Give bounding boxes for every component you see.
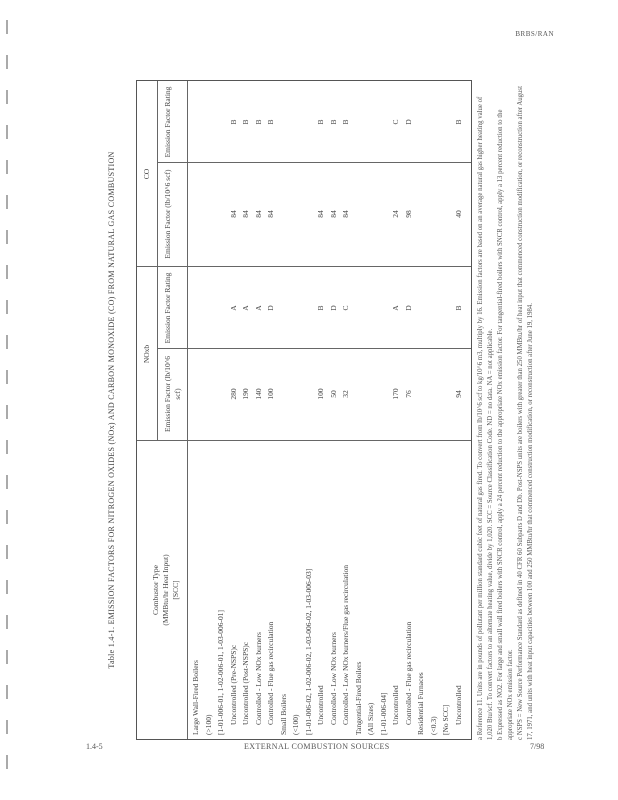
co-rating-cell: B bbox=[228, 119, 238, 125]
scan-edge-mark bbox=[6, 20, 8, 34]
nox-factor-cell: 100 bbox=[316, 388, 325, 400]
nox-rating-cell: D bbox=[328, 305, 338, 311]
combustor-label: (<100) bbox=[291, 714, 300, 735]
combustor-label: Tangential-Fired Boilers bbox=[353, 661, 363, 735]
co-rating-cell: B bbox=[316, 119, 325, 125]
header-co-rating: Emission Factor Rating bbox=[163, 86, 172, 158]
emission-factor-table bbox=[136, 80, 472, 740]
table-row bbox=[329, 79, 342, 739]
combustor-label: Controlled - Low NOx burners bbox=[328, 632, 338, 725]
combustor-label: [1-01-006-01, 1-02-006-01, 1-03-006-01] bbox=[216, 610, 225, 735]
table-row bbox=[191, 79, 204, 739]
combustor-label: [1-01-006-04] bbox=[378, 692, 388, 735]
co-rating-cell: B bbox=[328, 119, 338, 125]
table-row bbox=[366, 79, 379, 739]
footnote-a: a Reference 11. Units are in pounds of pollutant per million standard cubic feet of natural gas fired. To convert from lb/10^6 scf to kg/10^6 m3, multiply by 16. Emission factors are based on an average natural gas higher heating value of 1,020 Btu/scf. To convert factors to an alternate heating value, divide by 1,020. SCC = Source Classification Code. ND = no data. NA = not applicable. bbox=[477, 96, 494, 740]
co-rating-cell: D bbox=[403, 119, 413, 125]
co-rating-cell: C bbox=[391, 119, 400, 125]
table-row bbox=[304, 79, 317, 739]
scan-edge-mark bbox=[6, 510, 8, 524]
nox-rating-cell: A bbox=[241, 305, 250, 311]
header-nox-factor: Emission Factor (lb/10^6 scf) bbox=[163, 356, 182, 433]
header-co-factor: Emission Factor (lb/10^6 scf) bbox=[163, 169, 172, 259]
document-id: BRBS/RAN bbox=[515, 30, 554, 38]
combustor-label: Large Wall-Fired Boilers bbox=[191, 660, 200, 735]
scan-edge-mark bbox=[6, 300, 8, 314]
nox-rating-cell: C bbox=[341, 305, 350, 311]
combustor-label: Residential Furnaces bbox=[416, 672, 425, 735]
page-number: 1.4-5 bbox=[86, 742, 103, 751]
header-combustor: Combustor Type (MMBtu/hr Heat Input) [SCC] bbox=[151, 554, 180, 626]
nox-factor-cell: 190 bbox=[241, 388, 250, 400]
combustor-label: Controlled - Low NOx burners/Flue gas recirculation bbox=[341, 565, 350, 725]
combustor-label: (>100) bbox=[203, 714, 213, 735]
co-rating-cell: B bbox=[241, 119, 250, 125]
table-row bbox=[279, 79, 292, 739]
co-factor-cell: 84 bbox=[241, 210, 250, 218]
table-row bbox=[416, 79, 429, 739]
combustor-label: Uncontrolled bbox=[316, 685, 325, 725]
nox-rating-cell: B bbox=[316, 305, 325, 311]
table-row bbox=[354, 79, 367, 739]
combustor-label: (<0.3) bbox=[428, 716, 438, 735]
table-row bbox=[229, 79, 242, 739]
nox-factor-cell: 280 bbox=[228, 388, 238, 400]
combustor-label: Uncontrolled (Pre-NSPS)c bbox=[228, 644, 238, 725]
combustor-label: Uncontrolled bbox=[453, 685, 463, 725]
scan-edge-mark bbox=[6, 475, 8, 489]
scan-edge-mark bbox=[6, 650, 8, 664]
scan-edge-mark bbox=[6, 160, 8, 174]
footnote-b: b Expressed as NO2. For large and small wall fired boilers with SNCR control, apply a 24 percent reduction to the appropriate NOx emission factor. For tangential-fired boilers with SNCR control, apply a 13 percent reduction to the appropriate NOx emission factor. bbox=[497, 109, 514, 740]
scan-edge-mark bbox=[6, 230, 8, 244]
footnote-c: c NSPS = New Source Performance Standard as defined in 40 CFR 60 Subparts D and Db. Post-NSPS units are boilers with greater than 250 MMBtu/hr of heat input that commenced construction modification, or reconstruction after August 17, 1971, and units with heat input capacities between 100 and 250 MMBtu/hr that commenced construction modification, or reconstruction after June 19, 1984. bbox=[517, 86, 534, 740]
header-rule bbox=[187, 81, 188, 739]
co-rating-cell: B bbox=[341, 119, 350, 125]
scan-edge-mark bbox=[6, 90, 8, 104]
scan-edge-mark bbox=[6, 195, 8, 209]
scan-edge-mark bbox=[6, 685, 8, 699]
scan-edge-mark bbox=[6, 335, 8, 349]
scan-edge-mark bbox=[6, 615, 8, 629]
nox-factor-cell: 32 bbox=[341, 390, 350, 398]
scan-edge-mark bbox=[6, 720, 8, 734]
co-rating-cell: B bbox=[453, 119, 463, 125]
nox-rating-cell: A bbox=[391, 305, 400, 311]
scan-edge-mark bbox=[6, 405, 8, 419]
combustor-label: Small Boilers bbox=[278, 693, 288, 735]
co-factor-cell: 98 bbox=[403, 210, 413, 218]
combustor-label: Controlled - Low NOx burners bbox=[253, 632, 263, 725]
table-row bbox=[316, 79, 329, 739]
combustor-label: Uncontrolled bbox=[391, 685, 400, 725]
header-rule bbox=[157, 81, 158, 441]
scan-edge-mark bbox=[6, 55, 8, 69]
combustor-label: Controlled - Flue gas recirculation bbox=[403, 621, 413, 725]
table-row bbox=[241, 79, 254, 739]
table-row bbox=[341, 79, 354, 739]
combustor-label: Uncontrolled (Post-NSPS)c bbox=[241, 641, 250, 725]
co-factor-cell: 84 bbox=[328, 210, 338, 218]
header-nox-group: NOxb bbox=[142, 344, 151, 364]
table-row bbox=[404, 79, 417, 739]
scan-edge-marks bbox=[6, 20, 16, 790]
nox-factor-cell: 76 bbox=[403, 390, 413, 398]
nox-factor-cell: 170 bbox=[391, 388, 400, 400]
footnotes bbox=[476, 80, 536, 740]
table-row bbox=[216, 79, 229, 739]
table-row bbox=[379, 79, 392, 739]
nox-rating-cell: A bbox=[253, 305, 263, 311]
running-footer: EXTERNAL COMBUSTION SOURCES bbox=[244, 742, 390, 751]
table-title: Table 1.4-1. EMISSION FACTORS FOR NITROGEN OXIDES (NOx) AND CARBON MONOXIDE (CO) FROM NATURAL GAS COMBUSTION bbox=[107, 151, 116, 669]
scan-edge-mark bbox=[6, 125, 8, 139]
co-factor-cell: 40 bbox=[453, 210, 463, 218]
nox-factor-cell: 94 bbox=[453, 390, 463, 398]
table-row bbox=[429, 79, 442, 739]
scan-edge-mark bbox=[6, 265, 8, 279]
combustor-label: Controlled - Flue gas recirculation bbox=[266, 621, 275, 725]
revision-date: 7/98 bbox=[530, 742, 545, 751]
co-factor-cell: 84 bbox=[228, 210, 238, 218]
nox-factor-cell: 140 bbox=[253, 388, 263, 400]
nox-rating-cell: A bbox=[228, 305, 238, 311]
table-row bbox=[391, 79, 404, 739]
scan-edge-mark bbox=[6, 580, 8, 594]
nox-factor-cell: 100 bbox=[266, 388, 275, 400]
table-row bbox=[266, 79, 279, 739]
scan-edge-mark bbox=[6, 755, 8, 769]
header-nox-rating: Emission Factor Rating bbox=[163, 272, 172, 344]
nox-rating-cell: D bbox=[266, 305, 275, 311]
combustor-label: [1-01-006-02, 1-02-006-02, 1-03-006-02, 1-03-006-03] bbox=[303, 568, 313, 735]
co-rating-cell: B bbox=[266, 119, 275, 125]
table-row bbox=[254, 79, 267, 739]
table-row bbox=[441, 79, 454, 739]
nox-rating-cell: B bbox=[453, 305, 463, 311]
nox-rating-cell: D bbox=[403, 305, 413, 311]
table-row bbox=[454, 79, 467, 739]
rotated-table-page bbox=[102, 80, 542, 740]
scan-edge-mark bbox=[6, 370, 8, 384]
table-row bbox=[204, 79, 217, 739]
table-row bbox=[291, 79, 304, 739]
co-factor-cell: 84 bbox=[341, 210, 350, 218]
co-factor-cell: 24 bbox=[391, 210, 400, 218]
header-co-group: CO bbox=[142, 168, 151, 180]
nox-factor-cell: 50 bbox=[328, 390, 338, 398]
co-factor-cell: 84 bbox=[253, 210, 263, 218]
co-factor-cell: 84 bbox=[316, 210, 325, 218]
scan-edge-mark bbox=[6, 545, 8, 559]
scan-edge-mark bbox=[6, 440, 8, 454]
combustor-label: (All Sizes) bbox=[366, 702, 375, 735]
co-factor-cell: 84 bbox=[266, 210, 275, 218]
co-rating-cell: B bbox=[253, 119, 263, 125]
combustor-label: [No SCC] bbox=[441, 704, 450, 735]
